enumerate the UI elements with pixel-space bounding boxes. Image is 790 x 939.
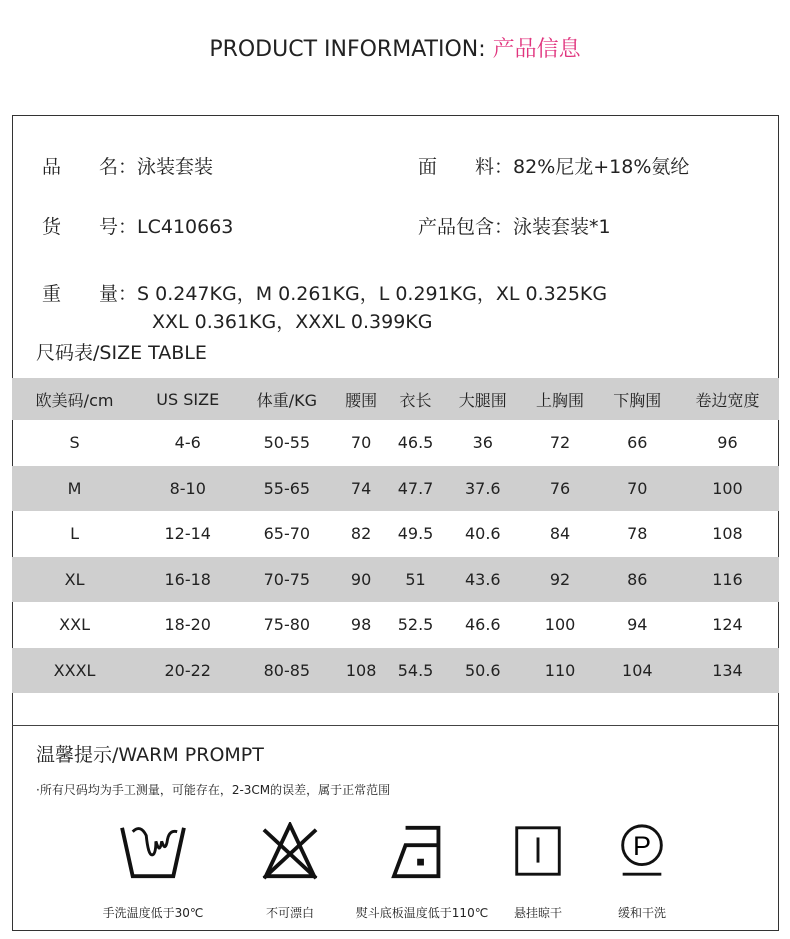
table-cell: 40.6 [464, 524, 501, 544]
header-cell: 体重/KG [256, 390, 317, 410]
divider [12, 725, 779, 726]
product-weight [42, 279, 607, 306]
header-cell: 下胸围 [613, 390, 662, 410]
table-row [12, 648, 779, 694]
product-weight-line2: XXL 0.361KG，XXXL 0.399KG [152, 311, 433, 333]
table-cell: 52.5 [397, 615, 434, 635]
value: 泳装套装*1 [513, 216, 611, 238]
header-cell: 腰围 [345, 390, 378, 410]
table-cell: L [70, 524, 80, 544]
page-title [0, 32, 790, 63]
table-row [12, 602, 779, 648]
table-cell: 94 [627, 615, 648, 635]
table-cell: 75-80 [263, 615, 311, 635]
no-bleach-icon [260, 822, 320, 880]
value: 泳装套装 [137, 156, 214, 178]
label: 产品包含： [418, 216, 514, 238]
header-cell: US SIZE [156, 389, 220, 409]
care-label: 悬挂晾干 [513, 906, 562, 920]
table-cell: 84 [549, 524, 571, 544]
table-row [12, 420, 779, 466]
table-cell: 100 [712, 478, 743, 498]
table-cell: 116 [712, 569, 743, 589]
header-cell: 上胸围 [536, 390, 585, 410]
hang-dry-icon [513, 822, 563, 880]
table-cell: 50-55 [263, 433, 311, 453]
value: S 0.247KG，M 0.261KG，L 0.291KG，XL 0.325KG [137, 283, 608, 305]
product-sku [42, 212, 233, 239]
size-table [12, 378, 779, 693]
table-cell: 92 [549, 569, 571, 589]
table-cell: 50.6 [464, 660, 501, 680]
table-cell: 98 [350, 615, 372, 635]
table-cell: 76 [549, 478, 571, 498]
value: LC410663 [137, 216, 234, 238]
table-cell: 70 [627, 478, 648, 498]
table-cell: 4-6 [174, 433, 201, 453]
table-cell: 20-22 [164, 660, 211, 680]
iron-low-icon [391, 822, 453, 880]
table-cell: 74 [350, 478, 372, 498]
measurement-note: ·所有尺码均为手工测量，可能存在，2-3CM的误差，属于正常范围 [36, 783, 391, 797]
table-cell: 72 [549, 433, 571, 453]
table-cell: 70 [350, 433, 372, 453]
table-cell: 51 [405, 569, 426, 589]
size-table-title: 尺码表/SIZE TABLE [36, 342, 207, 364]
table-row [12, 466, 779, 512]
table-cell: XXL [59, 615, 90, 635]
title-english: PRODUCT INFORMATION: [209, 37, 493, 62]
table-cell: 124 [712, 615, 743, 635]
table-cell: M [67, 478, 82, 498]
table-cell: 82 [350, 524, 372, 544]
table-cell: S [69, 433, 80, 453]
label: 货 号： [42, 216, 138, 238]
table-row [12, 511, 779, 557]
table-cell: 78 [627, 524, 648, 544]
table-cell: 110 [544, 660, 576, 680]
svg-text:P: P [632, 830, 652, 861]
product-name [42, 152, 213, 179]
table-cell: 134 [712, 660, 743, 680]
table-cell: 46.5 [397, 433, 434, 453]
table-cell: 37.6 [464, 478, 501, 498]
table-cell: 80-85 [263, 660, 311, 680]
table-cell: 8-10 [169, 478, 206, 498]
table-cell: XXXL [53, 660, 96, 680]
care-dry-clean [572, 822, 712, 921]
table-cell: 43.6 [464, 569, 501, 589]
product-package [418, 212, 611, 239]
header-cell: 衣长 [399, 390, 432, 410]
header-cell: 大腿围 [458, 390, 507, 410]
table-cell: 55-65 [263, 478, 311, 498]
table-cell: 54.5 [397, 660, 434, 680]
table-cell: 47.7 [397, 478, 434, 498]
table-cell: 65-70 [263, 524, 311, 544]
table-cell: 18-20 [164, 615, 211, 635]
table-cell: 108 [345, 660, 377, 680]
value: 82%尼龙+18%氨纶 [513, 156, 690, 178]
care-label: 熨斗底板温度低于110℃ [355, 906, 489, 920]
care-hand-wash [83, 822, 223, 921]
hand-wash-icon [118, 822, 188, 880]
table-cell: 66 [627, 433, 648, 453]
label: 重 量： [42, 283, 138, 305]
header-cell: 欧美码/cm [35, 390, 114, 410]
table-cell: 104 [622, 660, 653, 680]
table-cell: 46.6 [464, 615, 501, 635]
table-cell: 90 [350, 569, 372, 589]
table-cell: 70-75 [263, 569, 311, 589]
label: 品 名： [42, 156, 138, 178]
table-cell: 12-14 [164, 524, 211, 544]
table-cell: 36 [472, 433, 493, 453]
care-no-bleach [220, 822, 360, 921]
dry-clean-gentle-icon [617, 822, 667, 880]
header-cell: 卷边宽度 [695, 390, 760, 410]
warm-prompt-title: 温馨提示/WARM PROMPT [36, 744, 264, 766]
table-cell: 96 [717, 433, 738, 453]
care-label: 缓和干洗 [617, 906, 666, 920]
table-cell: 49.5 [397, 524, 434, 544]
table-cell: XL [64, 569, 85, 589]
table-cell: 108 [712, 524, 743, 544]
table-cell: 100 [544, 615, 576, 635]
table-cell: 16-18 [164, 569, 211, 589]
care-label: 不可漂白 [265, 906, 314, 920]
table-cell: 86 [627, 569, 648, 589]
care-label: 手洗温度低于30℃ [102, 906, 204, 920]
table-row [12, 557, 779, 603]
title-chinese: 产品信息 [492, 37, 581, 62]
product-material [418, 152, 689, 179]
label: 面 料： [418, 156, 514, 178]
table-header [12, 378, 779, 420]
